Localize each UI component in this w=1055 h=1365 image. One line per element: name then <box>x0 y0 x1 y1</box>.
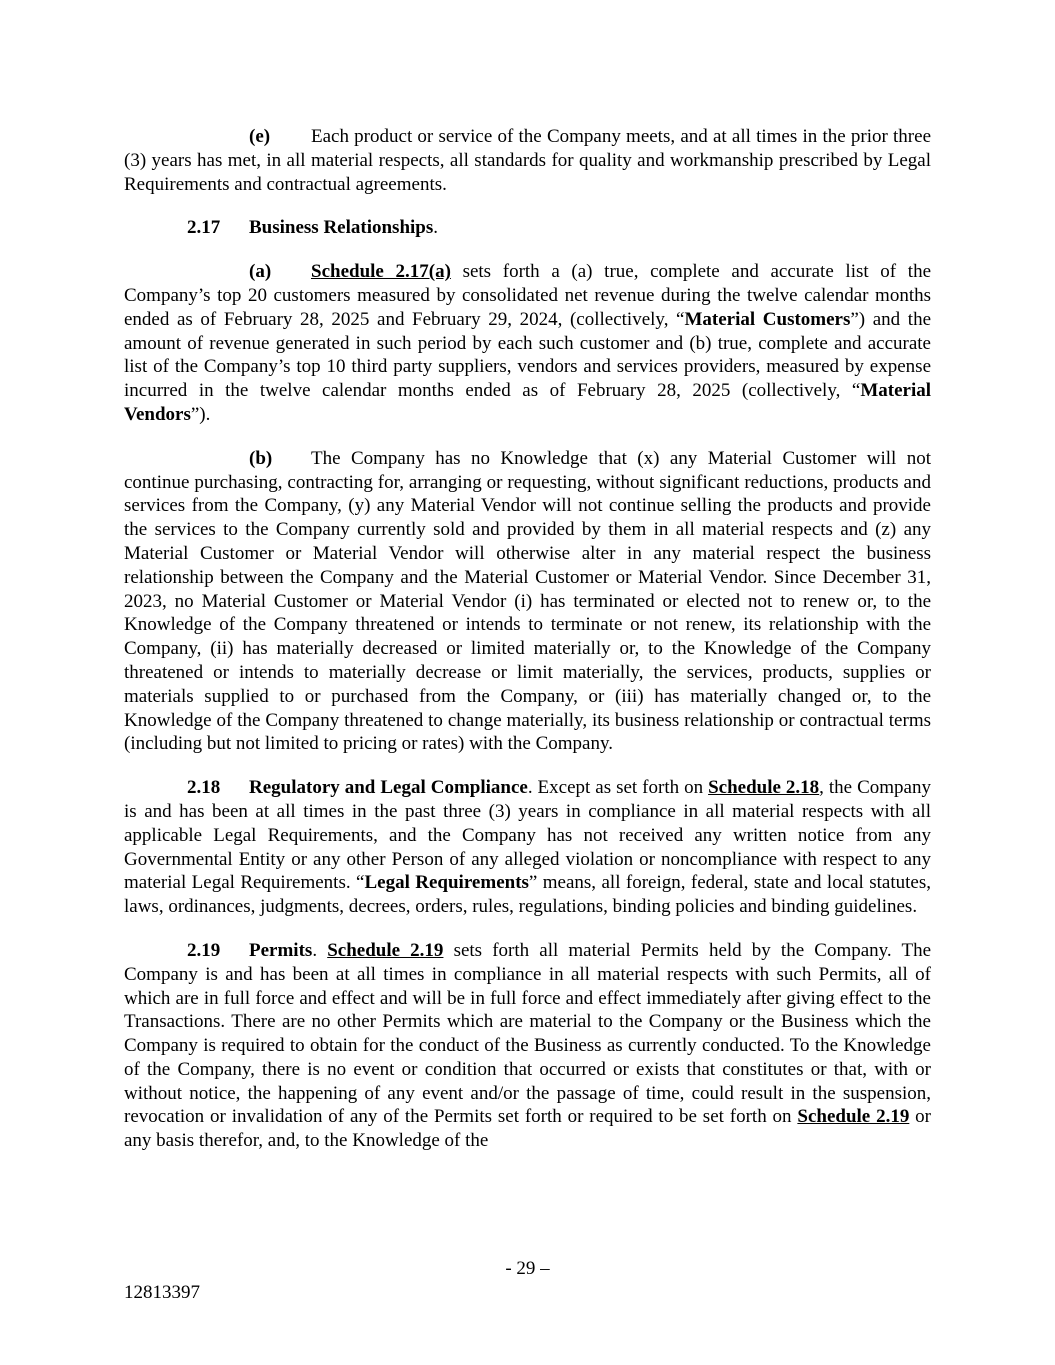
paragraph-marker: (a) <box>249 261 272 283</box>
paragraph-marker: (e) <box>249 126 271 147</box>
section-number: 2.18 <box>187 777 221 799</box>
paragraph-text: . <box>312 939 328 961</box>
paragraph-text: or any basis therefor, and, to the Knowledge of the <box>124 1106 931 1152</box>
section-title: Permits <box>249 939 313 961</box>
section-number: 2.19 <box>187 939 221 961</box>
section-title-end: . <box>433 217 439 239</box>
paragraph-text: . Except as set forth on <box>527 777 709 799</box>
paragraph-text: Each product or service of the Company meets, and at all times in the prior three (3) years has met, in all material respects, all standards for quality and workmanship prescribed by Legal Requirements and contractual agreements. <box>124 126 931 195</box>
section-title: Regulatory and Legal Compliance <box>249 777 528 799</box>
paragraph-e <box>124 125 931 196</box>
paragraph-b <box>124 447 931 756</box>
page-number: - 29 – <box>505 1258 550 1279</box>
schedule-reference: Schedule 2.18 <box>708 777 820 799</box>
schedule-reference: Schedule 2.19 <box>797 1106 910 1128</box>
defined-term: Material Vendors <box>124 380 931 425</box>
document-body <box>124 125 931 1173</box>
paragraph-text: ”) and the amount of revenue generated in such period by each such customer and (b) true, complete and accurate list of the Company’s top 10 third party suppliers, vendors and services providers, measured by expense incurred in the twelve calendar months ended as of February 28, 2025 (collectively, “ <box>124 308 931 402</box>
paragraph-a <box>124 260 931 427</box>
paragraph-text: sets forth all material Permits held by the Company. The Company is and has been at all times in compliance in all material respects with such Permits, all of which are in full force and effect and will be in full force and effect immediately after giving effect to the Transactions. There are no other Permits which are material to the Company or the Business which the Company is required to obtain for the conduct of the Business as currently conducted. To the Knowledge of the Company, there is no event or condition that occurred or exists that constitutes or that, with or without notice, the happening of any event and/or the passage of time, could result in the suspension, revocation or invalidation of any of the Permits set forth or required to be set forth on <box>124 939 931 1128</box>
paragraph-text: ” means, all foreign, federal, state and local statutes, laws, ordinances, judgments, decrees, orders, rules, regulations, binding policies and binding guidelines. <box>124 872 931 918</box>
section-number: 2.17 <box>187 217 221 239</box>
schedule-reference: Schedule 2.17(a) <box>311 261 451 283</box>
paragraph-text: , the Company is and has been at all times in the past three (3) years in compliance in all material respects with all applicable Legal Requirements, and the Company has not received any written notice from any Governmental Entity or any other Person of any alleged violation or noncompliance with respect to any material Legal Requirements. “ <box>124 777 931 894</box>
section-title: Business Relationships <box>249 217 434 239</box>
section-heading-2-17 <box>124 216 931 240</box>
section-2-19 <box>124 939 931 1153</box>
section-2-18 <box>124 776 931 919</box>
paragraph-marker: (b) <box>249 447 273 469</box>
schedule-reference: Schedule 2.19 <box>327 939 444 961</box>
paragraph-text: sets forth a (a) true, complete and accurate list of the Company’s top 20 customers measured by consolidated net revenue during the twelve calendar months ended as of February 28, 2025 and February 29, 2024, (collectively, “ <box>124 261 932 330</box>
paragraph-text: ”). <box>190 403 211 425</box>
document-id: 12813397 <box>124 1282 200 1303</box>
paragraph-text: The Company has no Knowledge that (x) any Material Customer will not continue purchasing, contracting for, arranging or requesting, without significant reductions, products and services from the Company, (y) any Material Vendor will not continue selling the products and provide the services to the Company currently sold and provided by them in all material respects and (z) any Material Customer or Material Vendor will otherwise alter in any material respect the business relationship between the Company and the Material Customer or Material Vendor. Since December 31, 2023, no Material Customer or Material Vendor (i) has terminated or elected not to renew or, to the Knowledge of the Company threatened or intends to terminate or not renew, its relationship with the Company, (ii) has materially decreased or limited materially or, to the Knowledge of the Company threatened or intends to materially decrease or limit materially, the services, products, supplies or materials supplied to or purchased from the Company, or (iii) has materially changed or, to the Knowledge of the Company threatened to change materially, its business relationship or contractual terms (including but not limited to pricing or rates) with the Company. <box>124 447 931 755</box>
defined-term: Legal Requirements <box>364 872 529 894</box>
defined-term: Material Customers <box>684 308 851 330</box>
